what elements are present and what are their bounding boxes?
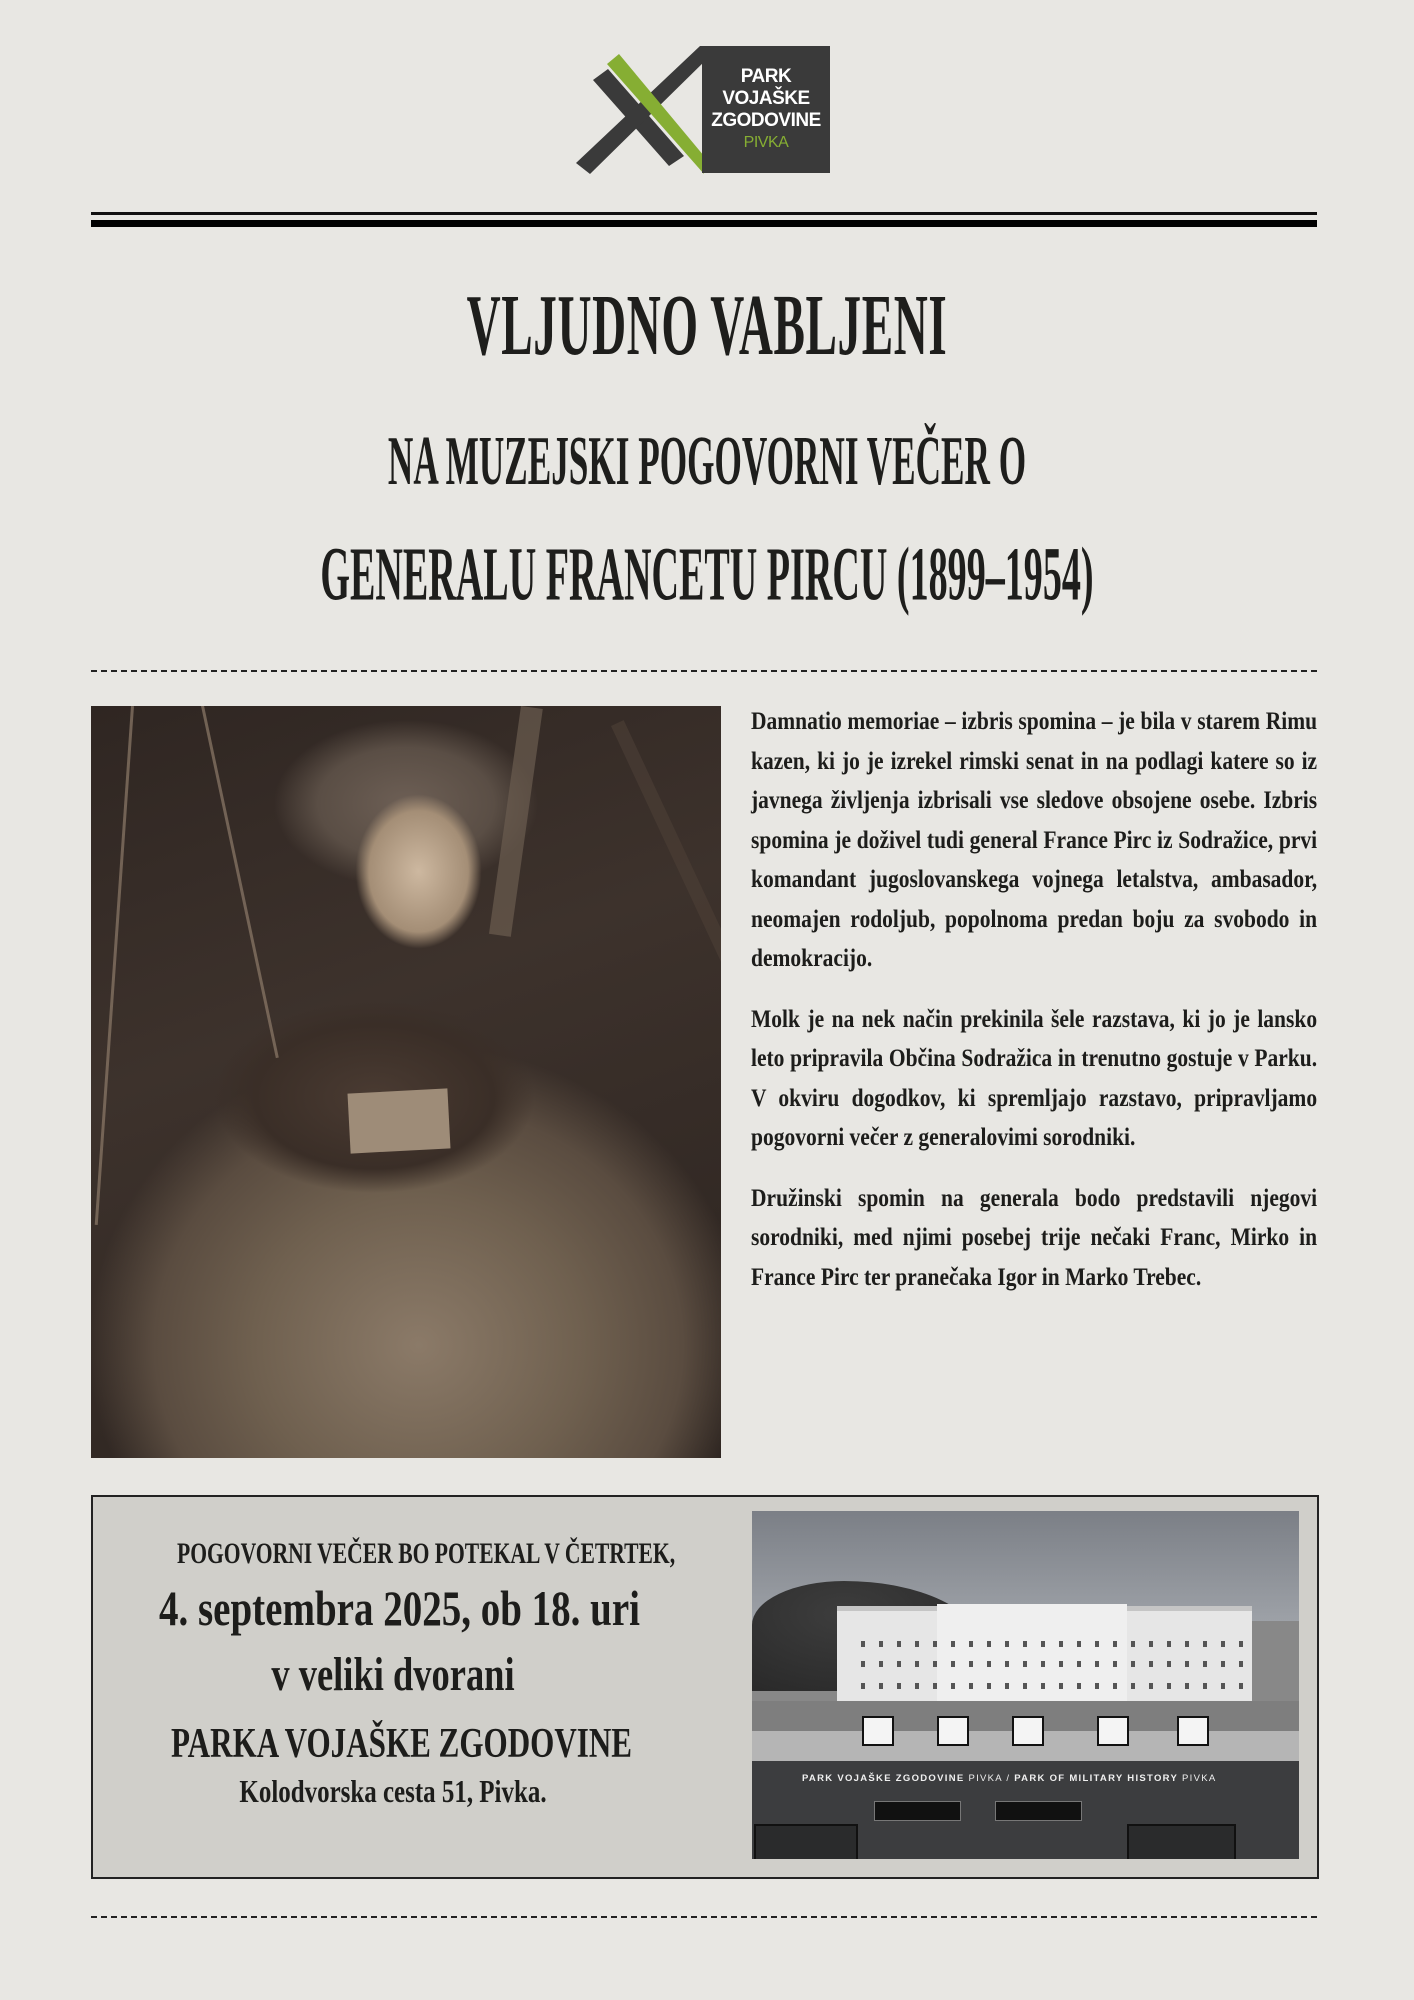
- paragraph-2: Molk je na nek način prekinila šele razstava, ki jo je lansko leto pripravila Občina Sodražica in trenutno gostuje v Parku. V okviru dogodkov, ki spremljajo razstavo, pripravljamo pogovorni večer z generalovimi sorodniki.: [751, 1005, 1318, 1151]
- dashed-divider-bottom: [91, 1916, 1317, 1918]
- logo-line-4: PIVKA: [743, 133, 789, 151]
- header-rule-thick: [91, 220, 1317, 227]
- event-intro: POGOVORNI VEČER BO POTEKAL V ČETRTEK,: [176, 1537, 676, 1570]
- event-venue: PARKA VOJAŠKE ZGODOVINE: [171, 1721, 633, 1767]
- event-details: [93, 1497, 693, 1877]
- header-rule-thin: [91, 212, 1317, 215]
- logo-line-3: ZGODOVINE: [711, 109, 821, 131]
- page-title: VLJUDNO VABLJENI: [466, 277, 948, 374]
- event-date-time: 4. septembra 2025, ob 18. uri: [159, 1580, 640, 1636]
- logo-line-2: VOJAŠKE: [722, 87, 810, 109]
- crossed-x-icon: [576, 46, 716, 176]
- building-sign: PARK VOJAŠKE ZGODOVINE PIVKA / PARK OF MILITARY HISTORY PIVKA: [802, 1773, 1217, 1784]
- logo-text-box: [702, 46, 830, 173]
- event-address: Kolodvorska cesta 51, Pivka.: [239, 1773, 547, 1809]
- subtitle-line-2: GENERALU FRANCETU PIRCU (1899–1954): [320, 531, 1094, 617]
- body-text: [751, 702, 1317, 1318]
- event-info-box: [91, 1495, 1319, 1879]
- event-room: v veliki dvorani: [271, 1648, 515, 1701]
- museum-building-photo: [752, 1511, 1299, 1859]
- park-logo: [576, 46, 832, 176]
- portrait-photo: [91, 706, 721, 1458]
- subtitle-line-1: NA MUZEJSKI POGOVORNI VEČER O: [387, 421, 1027, 500]
- logo-line-1: PARK: [740, 65, 792, 87]
- portrait-alt: [91, 1457, 721, 1458]
- paragraph-1: Damnatio memoriae – izbris spomina – je bila v starem Rimu kazen, ki jo je izrekel rimski senat in na podlagi katere so iz javnega življenja izbrisali vse sledove obsojene osebe. Izbris spomina je doživel tudi general France Pirc iz Sodražice, prvi komandant jugoslovanskega vojnega letalstva, ambasador, neomajen rodoljub, popolnoma predan boju za svobodo in demokracijo.: [751, 708, 1318, 972]
- paragraph-3: Družinski spomin na generala bodo predstavili njegovi sorodniki, med njimi posebej trije nečaki Franc, Mirko in France Pirc ter pranečaka Igor in Marko Trebec.: [751, 1184, 1318, 1291]
- dashed-divider-top: [91, 670, 1317, 672]
- jacket-patch: [347, 1088, 450, 1153]
